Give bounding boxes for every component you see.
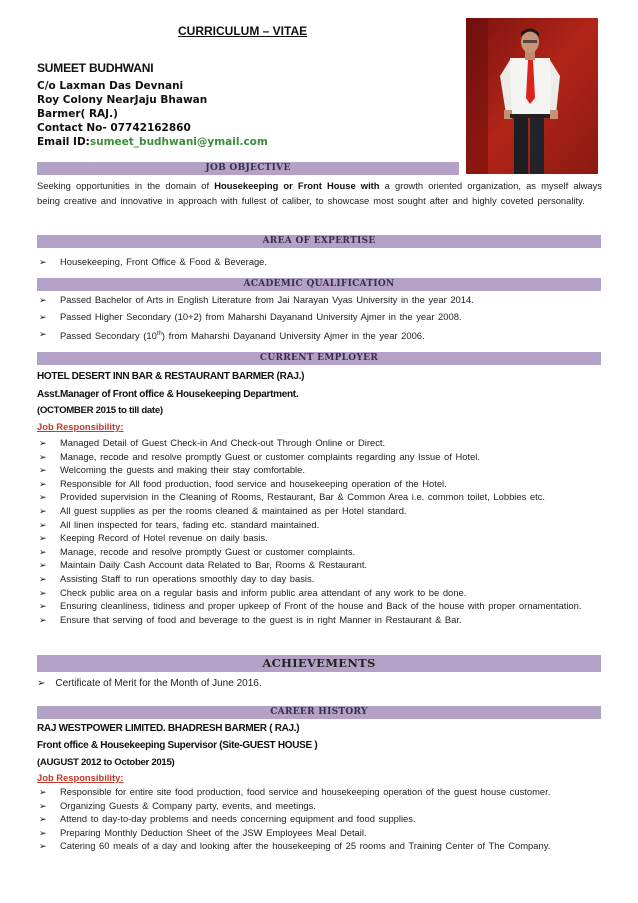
arrow-bullet-icon: ➢ — [39, 546, 47, 557]
qualification-heading: ACADEMIC QUALIFICATION — [37, 278, 601, 291]
current-responsibility-list — [37, 437, 602, 627]
responsibility-text: Responsible for entire site food production, food service and housekeeping operation of the guest house customer. — [60, 786, 551, 797]
list-item — [37, 519, 602, 531]
qualification-item: Passed Bachelor of Arts in English Literature from Jai Narayan Vyas University in the year 2014. — [60, 294, 474, 305]
arrow-bullet-icon: ➢ — [39, 492, 47, 503]
objective-text-start: Seeking opportunities in the domain of — [37, 180, 215, 191]
arrow-bullet-icon: ➢ — [39, 295, 47, 305]
list-item — [37, 786, 602, 798]
address-line-1: C/o Laxman Das Devnani — [37, 80, 184, 92]
email-link[interactable]: sumeet_budhwani@ymail.com — [89, 136, 268, 148]
list-item — [37, 600, 602, 612]
superscript: th — [156, 331, 162, 337]
arrow-bullet-icon: ➢ — [39, 329, 47, 339]
arrow-bullet-icon: ➢ — [39, 614, 47, 625]
achievement-text: Certificate of Merit for the Month of June 2016. — [55, 678, 262, 689]
responsibility-text: Check public area on a regular basis and inform public area attendant of any work to be done. — [60, 586, 467, 598]
arrow-bullet-icon: ➢ — [39, 533, 47, 544]
arrow-bullet-icon: ➢ — [39, 438, 47, 448]
list-item — [37, 451, 602, 463]
arrow-bullet-icon: ➢ — [39, 478, 47, 489]
arrow-bullet-icon: ➢ — [39, 601, 47, 612]
arrow-bullet-icon: ➢ — [39, 827, 47, 838]
responsibility-text: Keeping Record of Hotel revenue on daily basis. — [60, 532, 268, 544]
responsibility-text: Responsible for All food production, food service and housekeeping operation of the Hotel. — [60, 477, 447, 489]
list-item — [37, 328, 602, 342]
responsibility-text: Assisting Staff to run operations smoothly day to day basis. — [60, 572, 315, 584]
responsibility-text: Provided supervision in the Cleaning of Rooms, Restaurant, Bar & Common Area i.e. common toilet, Lobbies etc. — [60, 491, 545, 503]
list-item — [37, 800, 602, 812]
responsibility-text: Welcoming the guests and making their stay comfortable. — [60, 464, 305, 476]
list-item — [37, 813, 602, 825]
responsibility-text: Manage, recode and resolve promptly Guest or customer complaints. — [60, 545, 356, 557]
qualification-item-end: ) from Maharshi Dayanand University Ajmer in the year 2006. — [161, 330, 425, 342]
objective-text-bold: Housekeeping or Front House with — [214, 180, 380, 191]
career-history-heading: CAREER HISTORY — [37, 706, 601, 719]
list-item — [37, 840, 602, 852]
arrow-bullet-icon: ➢ — [39, 519, 47, 530]
expertise-item: Housekeeping, Front Office & Food & Beverage. — [60, 256, 267, 267]
arrow-bullet-icon: ➢ — [39, 465, 47, 476]
email-label: Email ID: — [37, 136, 90, 148]
arrow-bullet-icon: ➢ — [39, 451, 47, 462]
arrow-bullet-icon: ➢ — [39, 573, 47, 584]
responsibility-text: Ensure that serving of food and beverage to the guest is in right Manner in Restaurant & Bar. — [60, 613, 462, 625]
arrow-bullet-icon: ➢ — [39, 560, 47, 571]
responsibility-text: Managed Detail of Guest Check-in And Check-out Through Online or Direct. — [60, 437, 386, 448]
list-item — [37, 311, 602, 323]
list-item — [37, 505, 602, 517]
employer-company: HOTEL DESERT INN BAR & RESTAURANT BARMER (RAJ.) — [37, 371, 305, 382]
qualification-list — [37, 294, 602, 344]
list-item — [37, 437, 602, 449]
responsibility-text: Preparing Monthly Deduction Sheet of the JSW Employees Meal Detail. — [60, 826, 367, 838]
responsibility-text: All linen inspected for tears, fading etc. standard maintained. — [60, 518, 320, 530]
arrow-bullet-icon: ➢ — [37, 678, 46, 689]
job-objective-heading: JOB OBJECTIVE — [37, 162, 459, 175]
list-item — [37, 559, 602, 571]
arrow-bullet-icon: ➢ — [39, 787, 47, 797]
list-item — [37, 587, 602, 599]
responsibility-text: Ensuring cleanliness, tidiness and proper upkeep of Front of the house and Back of the house with proper ornamentation. — [60, 600, 582, 612]
responsibility-text: Manage, recode and resolve promptly Guest or customer complaints regarding any Issue of Hotel. — [60, 450, 480, 462]
arrow-bullet-icon: ➢ — [39, 800, 47, 811]
arrow-bullet-icon: ➢ — [39, 505, 47, 516]
responsibility-text: All guest supplies as per the rooms cleaned & maintained as per Hotel standard. — [60, 504, 407, 516]
expertise-heading: AREA OF EXPERTISE — [37, 235, 601, 248]
arrow-bullet-icon: ➢ — [39, 814, 47, 825]
current-employer-heading: CURRENT EMPLOYER — [37, 352, 601, 365]
arrow-bullet-icon: ➢ — [39, 841, 47, 852]
list-item — [37, 614, 602, 626]
list-item — [37, 294, 602, 306]
contact-number: Contact No- 07742162860 — [37, 122, 191, 134]
arrow-bullet-icon: ➢ — [39, 312, 47, 322]
expertise-list — [37, 256, 602, 270]
candidate-name: SUMEET BUDHWANI — [37, 61, 154, 75]
list-item — [37, 491, 602, 503]
list-item — [37, 573, 602, 585]
achievement-item — [37, 678, 262, 689]
objective-text-end: a growth oriented organization, as myself always being creative and innovative in approach with fullest of caliber, to showcase most sought after and highly coveted personality. — [37, 180, 602, 206]
list-item — [37, 478, 602, 490]
job-responsibility-label: Job Responsibility: — [37, 421, 124, 432]
responsibility-text: Maintain Daily Cash Account data Related to Bar, Rooms & Restaurant. — [60, 559, 368, 571]
list-item — [37, 532, 602, 544]
history-responsibility-list — [37, 786, 602, 854]
list-item — [37, 464, 602, 476]
history-position: Front office & Housekeeping Supervisor (Site-GUEST HOUSE ) — [37, 740, 318, 751]
history-company: RAJ WESTPOWER LIMITED. BHADRESH BARMER ( RAJ.) — [37, 723, 300, 734]
address-line-3: Barmer( RAJ.) — [37, 108, 118, 120]
address-line-2: Roy Colony NearJaju Bhawan — [37, 94, 208, 106]
job-responsibility-label: Job Responsibility: — [37, 772, 124, 783]
email-line — [37, 135, 268, 149]
cv-title: CURRICULUM – VITAE — [178, 24, 308, 38]
responsibility-text: Catering 60 meals of a day and looking after the housekeeping of 25 rooms and Training Center of The Company. — [60, 840, 551, 852]
list-item — [37, 546, 602, 558]
employer-position: Asst.Manager of Front office & Housekeeping Department. — [37, 389, 299, 400]
history-period: (AUGUST 2012 to October 2015) — [37, 757, 175, 768]
arrow-bullet-icon: ➢ — [39, 587, 47, 598]
employer-period: (OCTOMBER 2015 to till date) — [37, 405, 163, 416]
list-item — [37, 256, 602, 268]
responsibility-text: Attend to day-to-day problems and needs concerning equipment and food supplies. — [60, 813, 416, 825]
qualification-item: Passed Higher Secondary (10+2) from Maharshi Dayanand University Ajmer in the year 2008. — [60, 311, 462, 322]
achievements-heading: ACHIEVEMENTS — [37, 655, 601, 672]
list-item — [37, 827, 602, 839]
profile-photo — [466, 18, 598, 174]
job-objective-text — [37, 178, 602, 208]
arrow-bullet-icon: ➢ — [39, 257, 47, 267]
responsibility-text: Organizing Guests & Company party, events, and meetings. — [60, 799, 316, 811]
qualification-item-start: Passed Secondary (10 — [60, 330, 157, 342]
